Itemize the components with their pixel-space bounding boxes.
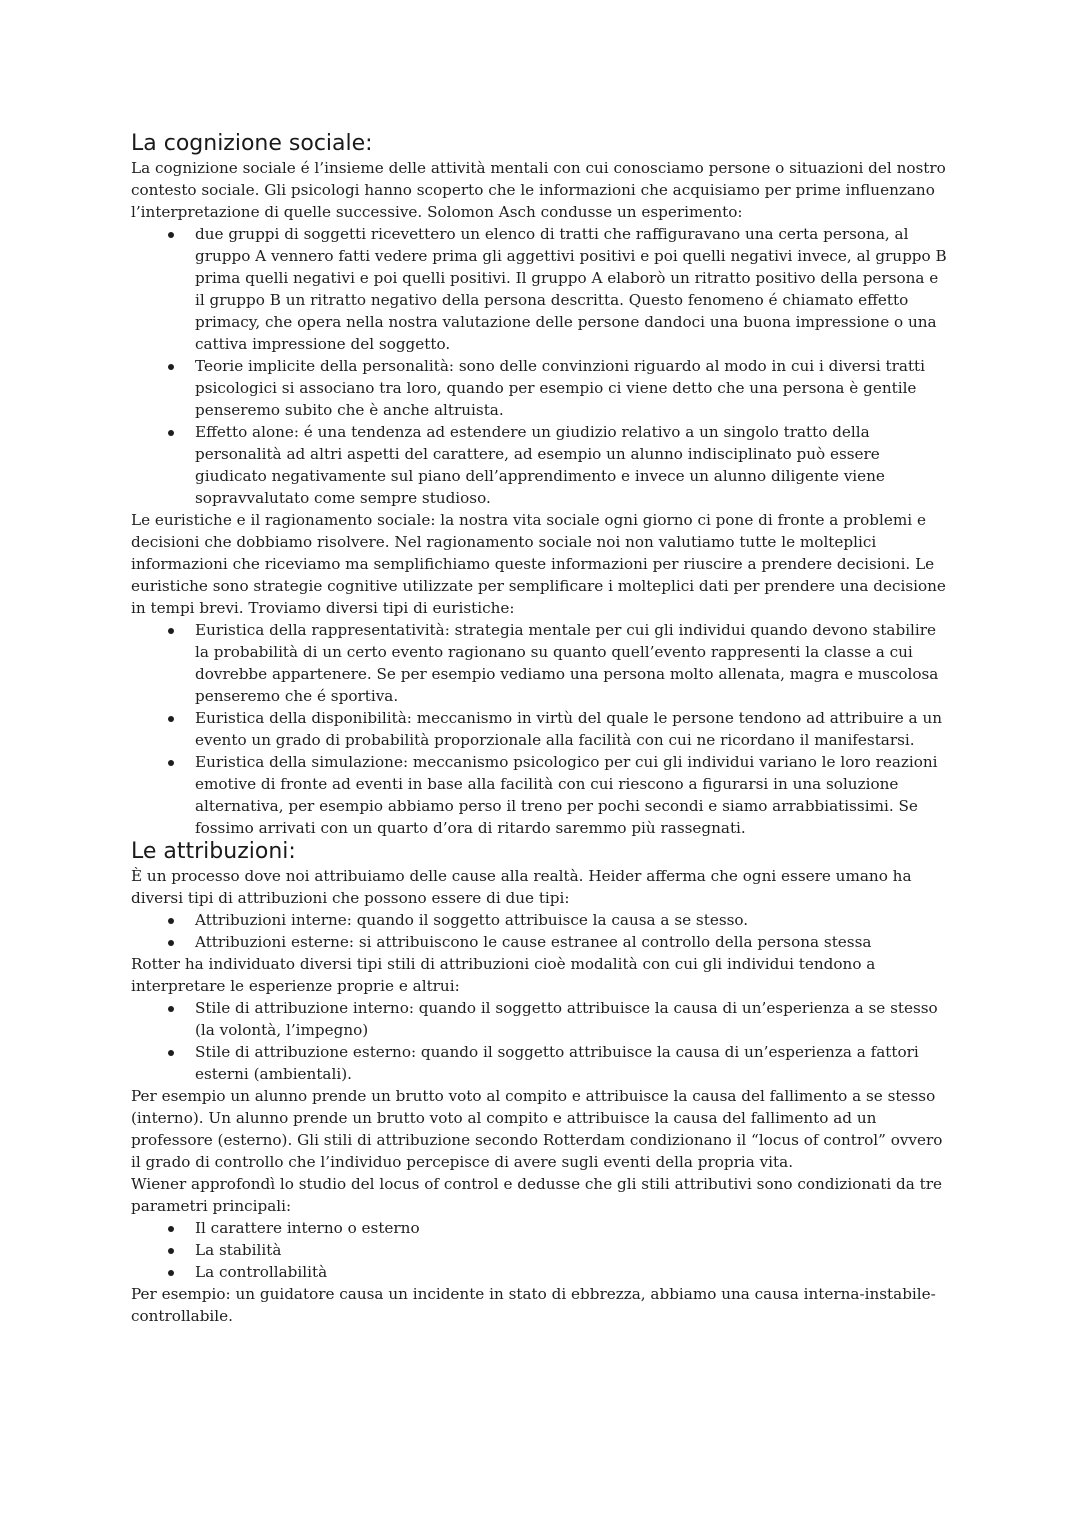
list-item: Attribuzioni esterne: si attribuiscono le cause estranee al controllo della persona stessa [195, 931, 951, 953]
list-item: Teorie implicite della personalità: sono delle convinzioni riguardo al modo in cui i diversi tratti psicologici si associano tra loro, quando per esempio ci viene detto che una persona è gentile penseremo subito che è anche altruista. [195, 355, 951, 421]
paragraph-euristiche-intro: Le euristiche e il ragionamento sociale: la nostra vita sociale ogni giorno ci pone di fronte a problemi e decisioni che dobbiamo risolvere. Nel ragionamento sociale noi non valutiamo tutte le molteplici informazioni che riceviamo ma semplifichiamo queste informazioni per riuscire a prendere decisioni. Le euristiche sono strategie cognitive utilizzate per semplificare i molteplici dati per prendere una decisione in tempi brevi. Troviamo diversi tipi di euristiche: [131, 511, 946, 617]
bullet-list-asch [131, 223, 951, 509]
paragraph-rotter: Rotter ha individuato diversi tipi stili di attribuzioni cioè modalità con cui gli individui tendono a interpretare le esperienze proprie e altrui: [131, 955, 876, 995]
list-item: Stile di attribuzione interno: quando il soggetto attribuisce la causa di un’esperienza a se stesso (la volontà, l’impegno) [195, 997, 951, 1041]
list-item: La stabilità [195, 1239, 951, 1261]
document-page [131, 131, 951, 1327]
list-item: Effetto alone: é una tendenza ad estendere un giudizio relativo a un singolo tratto della personalità ad altri aspetti del carattere, ad esempio un alunno indisciplinato può essere giudicato negativamente sul piano dell’apprendimento e invece un alunno diligente viene sopravvalutato come sempre studioso. [195, 421, 951, 509]
paragraph-cognizione-intro: La cognizione sociale é l’insieme delle attività mentali con cui conosciamo persone o situazioni del nostro contesto sociale. Gli psicologi hanno scoperto che le informazioni che acquisiamo per prime influenzano l’interpretazione di quelle successive. Solomon Asch condusse un esperimento: [131, 159, 946, 221]
list-item: La controllabilità [195, 1261, 951, 1283]
bullet-list-euristiche [131, 619, 951, 839]
list-item: Euristica della simulazione: meccanismo psicologico per cui gli individui variano le loro reazioni emotive di fronte ad eventi in base alla facilità con cui riescono a figurarsi in una soluzione alternativa, per esempio abbiamo perso il treno per pochi secondi e siamo arrabbiatissimi. Se fossimo arrivati con un quarto d’ora di ritardo saremmo più rassegnati. [195, 751, 951, 839]
section-title-cognizione: La cognizione sociale: [131, 131, 373, 156]
list-item: Stile di attribuzione esterno: quando il soggetto attribuisce la causa di un’esperienza a fattori esterni (ambientali). [195, 1041, 951, 1085]
list-item: Attribuzioni interne: quando il soggetto attribuisce la causa a se stesso. [195, 909, 951, 931]
section-title-attribuzioni: Le attribuzioni: [131, 839, 296, 864]
bullet-list-stili [131, 997, 951, 1085]
bullet-list-parametri [131, 1217, 951, 1283]
paragraph-attribuzioni-intro: È un processo dove noi attribuiamo delle cause alla realtà. Heider afferma che ogni essere umano ha diversi tipi di attribuzioni che possono essere di due tipi: [131, 867, 912, 907]
paragraph-wiener: Wiener approfondì lo studio del locus of control e dedusse che gli stili attributivi sono condizionati da tre parametri principali: [131, 1175, 942, 1215]
list-item: Euristica della disponibilità: meccanismo in virtù del quale le persone tendono ad attribuire a un evento un grado di probabilità proporzionale alla facilità con cui ne ricordano il manifestarsi. [195, 707, 951, 751]
bullet-list-attribuzioni [131, 909, 951, 953]
list-item: Il carattere interno o esterno [195, 1217, 951, 1239]
paragraph-chiusura: Per esempio: un guidatore causa un incidente in stato di ebbrezza, abbiamo una causa interna-instabile-controllabile. [131, 1285, 936, 1325]
list-item: Euristica della rappresentatività: strategia mentale per cui gli individui quando devono stabilire la probabilità di un certo evento ragionano su quanto quell’evento rappresenti la classe a cui dovrebbe appartenere. Se per esempio vediamo una persona molto allenata, magra e muscolosa penseremo che é sportiva. [195, 619, 951, 707]
list-item: due gruppi di soggetti ricevettero un elenco di tratti che raffiguravano una certa persona, al gruppo A vennero fatti vedere prima gli aggettivi positivi e poi quelli negativi invece, al gruppo B prima quelli negativi e poi quelli positivi. Il gruppo A elaborò un ritratto positivo della persona e il gruppo B un ritratto negativo della persona descritta. Questo fenomeno é chiamato effetto primacy, che opera nella nostra valutazione delle persone dandoci una buona impressione o una cattiva impressione del soggetto. [195, 223, 951, 355]
paragraph-esempio: Per esempio un alunno prende un brutto voto al compito e attribuisce la causa del fallimento a se stesso (interno). Un alunno prende un brutto voto al compito e attribuisce la causa del fallimento ad un professore (esterno). Gli stili di attribuzione secondo Rotterdam condizionano il “locus of control” ovvero il grado di controllo che l’individuo percepisce di avere sugli eventi della propria vita. [131, 1087, 943, 1171]
